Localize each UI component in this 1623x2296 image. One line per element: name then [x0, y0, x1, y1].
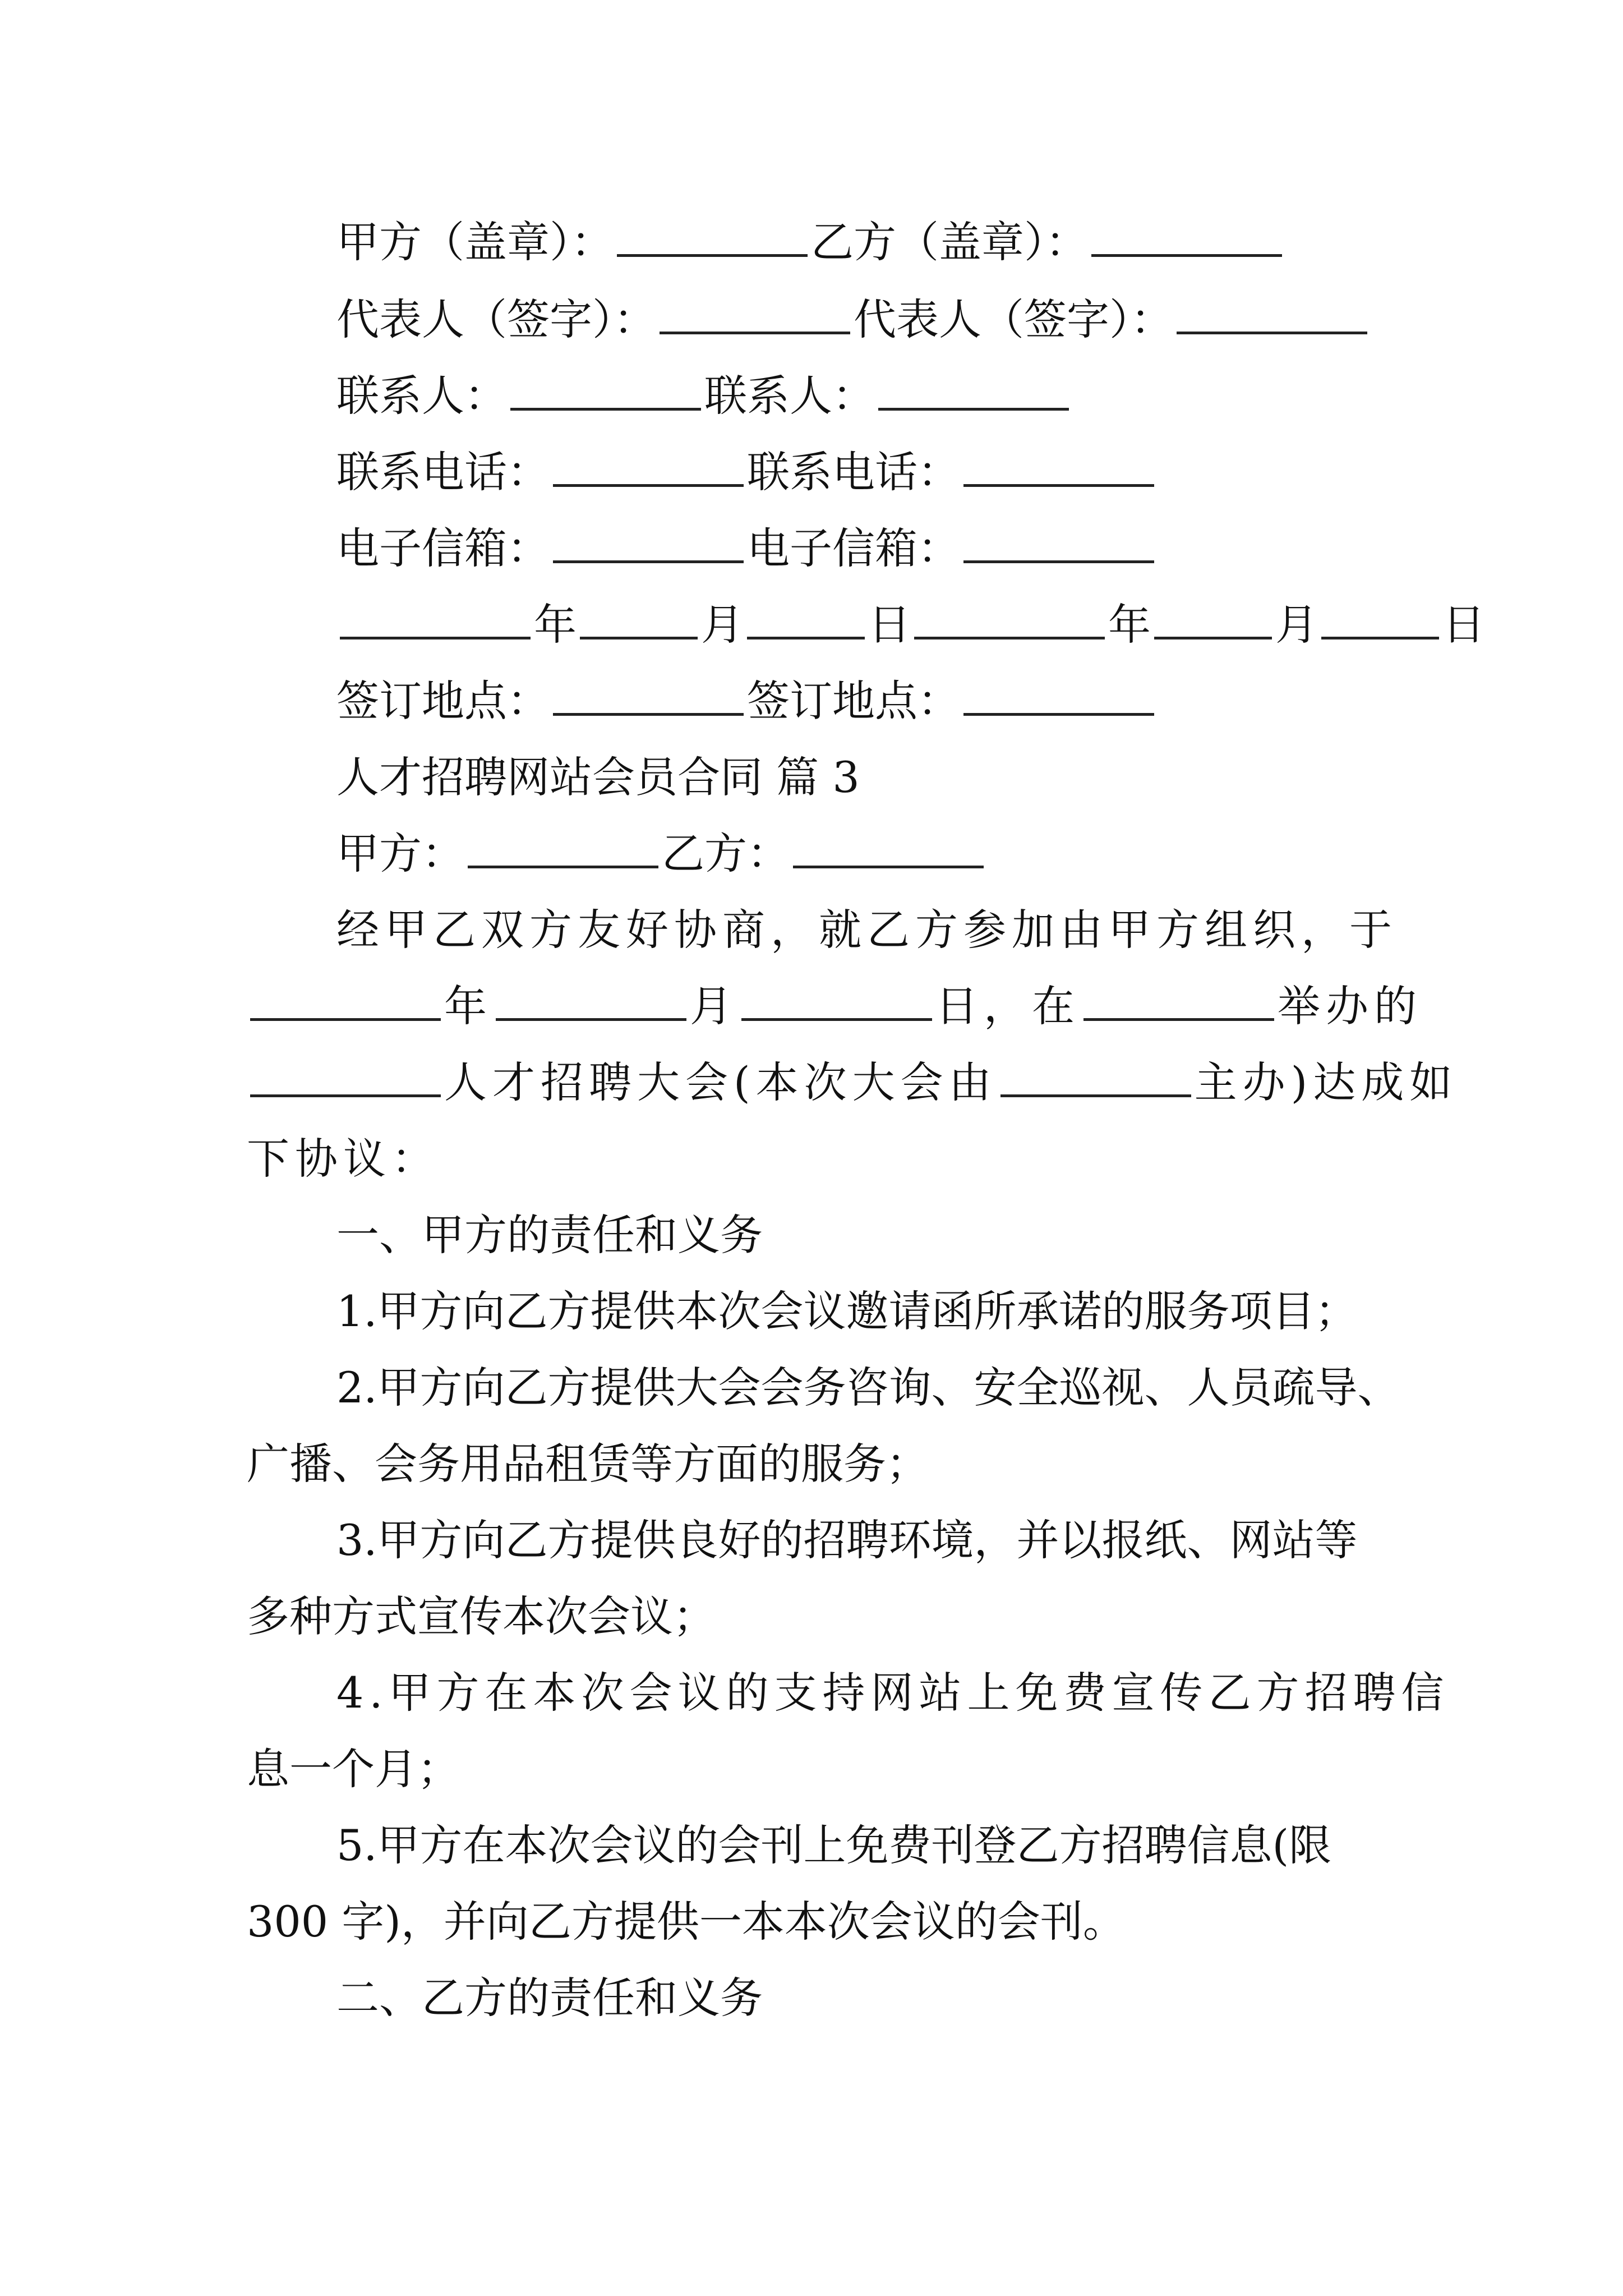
contact-line [0, 368, 1623, 424]
day-a-label: 日 [868, 600, 911, 650]
phone-b-blank [963, 445, 1154, 487]
intro-host-blank [1000, 1055, 1191, 1097]
party-b-blank [793, 826, 984, 868]
party-a-seal-blank [617, 215, 808, 257]
intro-line-3 [0, 1055, 1458, 1111]
intro-year-label: 年 [444, 981, 492, 1031]
phone-a-blank [553, 445, 744, 487]
month-b-label: 月 [1275, 600, 1318, 650]
intro-day-label: 日，在 [935, 981, 1080, 1031]
item-1: 1.甲方向乙方提供本次会议邀请函所承诺的服务项目； [336, 1286, 1358, 1336]
item-5-line-1: 5.甲方在本次会议的会刊上免费刊登乙方招聘信息(限 [336, 1820, 1332, 1870]
item-4-line-2: 息一个月； [247, 1744, 460, 1794]
email-b-label: 电子信箱： [747, 523, 960, 573]
day-a-blank [747, 597, 865, 639]
party-b-seal-label: 乙方（盖章）： [811, 217, 1088, 267]
contact-a-blank [510, 369, 701, 411]
year-a-label: 年 [534, 600, 577, 650]
email-a-blank [553, 521, 744, 563]
intro-place-blank [1083, 979, 1274, 1021]
parties-line [0, 826, 1623, 882]
item-3-line-2: 多种方式宣传本次会议； [247, 1591, 716, 1641]
rep-b-blank [1177, 292, 1367, 334]
item-2-line-2: 广播、会务用品租赁等方面的服务； [247, 1439, 929, 1489]
party-a-label: 甲方： [336, 829, 464, 878]
contact-b-blank [878, 369, 1069, 411]
contact-a-label: 联系人： [336, 371, 507, 421]
day-b-label: 日 [1442, 600, 1485, 650]
email-a-label: 电子信箱： [336, 523, 550, 573]
intro-fair-blank [250, 1055, 441, 1097]
heading-party-a-duties: 一、甲方的责任和义务 [336, 1210, 763, 1260]
item-2-line-1: 2.甲方向乙方提供大会会务咨询、安全巡视、人员疏导、 [336, 1363, 1400, 1412]
seal-line [0, 214, 1623, 270]
date-line [0, 597, 1623, 653]
phone-line [0, 444, 1623, 500]
item-4-line-1: 4.甲方在本次会议的支持网站上免费宣传乙方招聘信 [336, 1668, 1450, 1718]
contact-b-label: 联系人： [704, 371, 875, 421]
place-line [0, 673, 1623, 729]
item-5-line-2: 300 字)，并向乙方提供一本本次会议的会刊。 [247, 1897, 1126, 1947]
rep-a-blank [660, 292, 850, 334]
day-b-blank [1321, 597, 1439, 639]
party-a-blank [468, 826, 658, 868]
intro-host-label: 主办)达成如 [1194, 1057, 1458, 1107]
year-b-blank [914, 597, 1105, 639]
month-a-blank [580, 597, 698, 639]
phone-b-label: 联系电话： [747, 447, 960, 497]
email-b-blank [963, 521, 1154, 563]
intro-year-blank [250, 979, 441, 1021]
place-b-label: 签订地点： [747, 676, 960, 726]
intro-month-blank [496, 979, 686, 1021]
heading-party-b-duties: 二、乙方的责任和义务 [336, 1973, 763, 2023]
intro-line-1: 经甲乙双方友好协商，就乙方参加由甲方组织，于 [336, 905, 1398, 955]
intro-day-blank [741, 979, 932, 1021]
item-3-line-1: 3.甲方向乙方提供良好的招聘环境，并以报纸、网站等 [336, 1515, 1358, 1565]
year-b-label: 年 [1108, 600, 1151, 650]
phone-a-label: 联系电话： [336, 447, 550, 497]
intro-held-label: 举办的 [1278, 981, 1422, 1031]
rep-b-label: 代表人（签字）： [854, 295, 1173, 344]
year-a-blank [340, 597, 531, 639]
month-b-blank [1154, 597, 1272, 639]
place-b-blank [963, 674, 1154, 716]
section-title: 人才招聘网站会员合同 篇 3 [336, 752, 860, 802]
email-line [0, 521, 1623, 577]
party-a-seal-label: 甲方（盖章）： [336, 217, 614, 267]
party-b-label: 乙方： [662, 829, 790, 878]
rep-a-label: 代表人（签字）： [336, 295, 656, 344]
intro-month-label: 月 [690, 981, 738, 1031]
intro-line-2 [0, 978, 1422, 1034]
intro-line-4: 下协议： [247, 1134, 440, 1184]
representative-line [0, 292, 1623, 348]
place-a-blank [553, 674, 744, 716]
intro-fair-label: 人才招聘大会(本次大会由 [444, 1057, 997, 1107]
month-a-label: 月 [701, 600, 744, 650]
party-b-seal-blank [1091, 215, 1282, 257]
place-a-label: 签订地点： [336, 676, 550, 726]
